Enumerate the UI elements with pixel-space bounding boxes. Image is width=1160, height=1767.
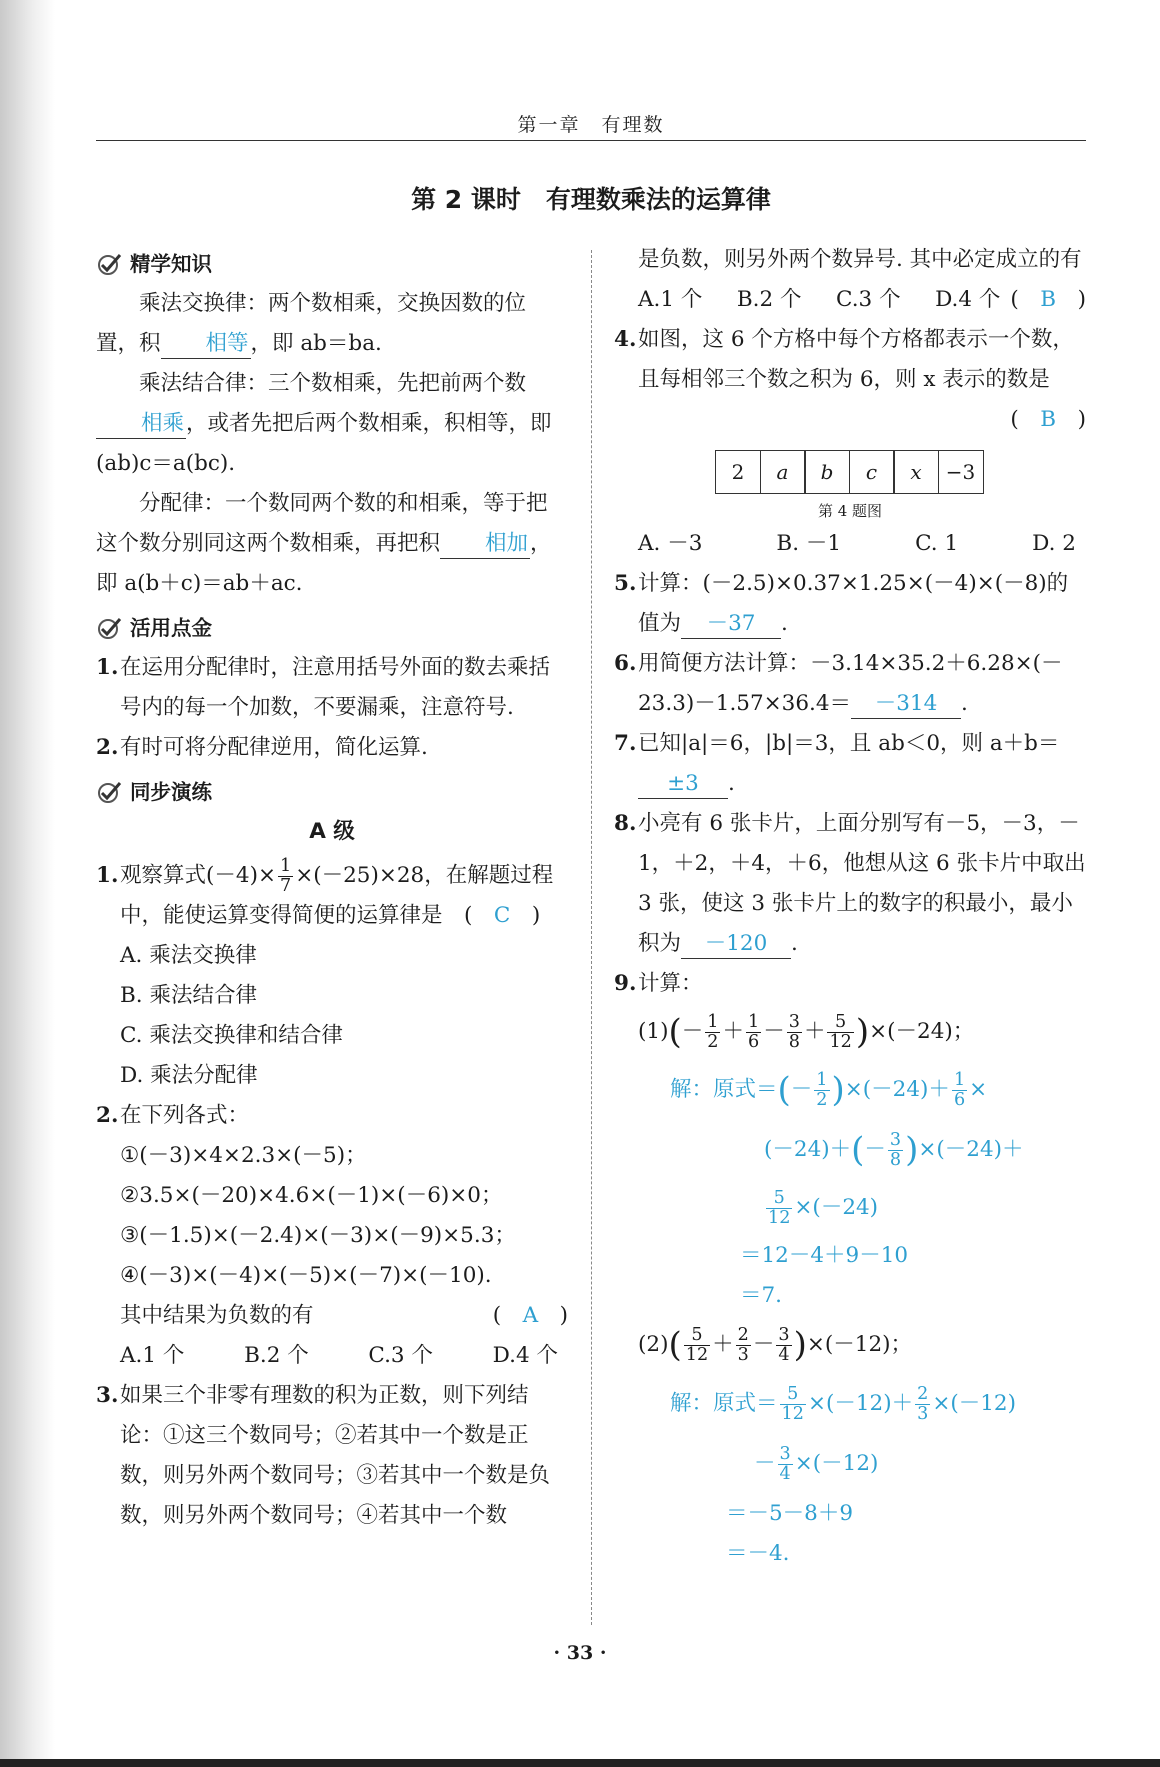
section-heading-knowledge <box>96 244 568 284</box>
answer-choice: B <box>1040 287 1057 312</box>
fill-blank: －37 <box>681 610 781 639</box>
answer-choice: C <box>493 903 511 928</box>
page-edge-shadow <box>0 0 55 1767</box>
section-title: 活用点金 <box>130 616 212 640</box>
problem-9-2: (2)( $\frac{5}{12}$ ＋ $\frac{2}{3}$ － $\frac{3}{4}$ )×(－12)； <box>638 1325 913 1365</box>
solution-9-2-line1: 解：原式＝ $\frac{5}{12}$ ×(－12)＋ $\frac{2}{3}$ ×(－12) <box>670 1384 1016 1424</box>
problem-9-1: (1)(－ $\frac{1}{2}$ ＋ $\frac{1}{6}$ － $\frac{3}{8}$ ＋ $\frac{5}{12}$ )×(－24)； <box>638 1012 975 1052</box>
column-divider <box>591 250 592 1625</box>
fill-blank: ±3 <box>638 770 728 799</box>
options-row: A. －3 B. －1 C. 1 D. 2 <box>638 531 1076 556</box>
check-circle-icon <box>96 779 122 805</box>
question-6: 6. 用简便方法计算：－3.14×35.2＋6.28×(－23.3)－1.57×36.4＝ －314 . <box>614 644 1086 724</box>
header-rule <box>96 140 1086 141</box>
solution-9-1-line5: ＝7. <box>740 1283 783 1308</box>
fraction: $\frac{1}{7}$ <box>279 856 292 896</box>
tip-item: 1. 在运用分配律时，注意用括号外面的数去乘括号内的每一个加数，不要漏乘，注意符号. <box>96 655 551 720</box>
answer-choice: A <box>522 1303 539 1328</box>
question-3: 3. 如果三个非零有理数的积为正数，则下列结论：①这三个数同号；②若其中一个数是正数，则另外两个数同号；③若其中一个数是负数，则另外两个数同号；④若其中一个数 <box>96 1383 551 1528</box>
paragraph-distributive: 分配律：一个数同两个数的和相乘，等于把这个数分别同这两个数相乘，再把积 相加，即 a(b＋c)＝ab＋ac. <box>96 491 552 596</box>
fill-blank: －120 <box>681 930 791 959</box>
option: A. 乘法交换律 <box>120 943 257 968</box>
section-title: 精学知识 <box>130 252 212 276</box>
check-circle-icon <box>96 251 122 277</box>
question-ask: 其中结果为负数的有 ( A ) <box>120 1303 568 1328</box>
question-7: 7. 已知|a|＝6，|b|＝3，且 ab＜0，则 a＋b＝±3 . <box>614 724 1086 804</box>
grid-cell: b <box>804 450 850 494</box>
expression-item: ③(－1.5)×(－2.4)×(－3)×(－9)×5.3； <box>120 1223 516 1248</box>
question-5: 5. 计算：(－2.5)×0.37×1.25×(－4)×(－8)的值为 －37 . <box>614 564 1086 644</box>
paragraph-commutative: 乘法交换律：两个数相乘，交换因数的位置，积 相等，即 ab＝ba. <box>96 284 568 364</box>
question-9: 9. 计算： <box>614 971 703 996</box>
fill-blank: －314 <box>851 690 961 719</box>
solution-9-1-line1: 解：原式＝(－ $\frac{1}{2}$ )×(－24)＋ $\frac{1}{6}$ × <box>670 1070 988 1110</box>
solution-9-1-line2: (－24)＋(－ $\frac{3}{8}$ )×(－24)＋ <box>764 1130 1024 1170</box>
question-1: 1. 观察算式(－4)× $\frac{1}{7}$ ×(－25)×28，在解题过程中，能使运算变得简便的运算律是 ( C ) <box>96 856 554 928</box>
grid-cell: a <box>760 450 806 494</box>
expression-item: ②3.5×(－20)×4.6×(－1)×(－6)×0； <box>120 1183 503 1208</box>
section-heading-tips <box>96 608 568 648</box>
left-column <box>96 240 568 1536</box>
lesson-title: 第 2 课时 有理数乘法的运算律 <box>411 185 771 214</box>
figure-caption: 第 4 题图 <box>817 502 883 520</box>
fill-blank: 相乘 <box>96 410 186 439</box>
grid-cell: x <box>893 450 939 494</box>
grid-cell: c <box>849 450 895 494</box>
grid-cell: 2 <box>715 450 761 494</box>
grid-cell: −3 <box>938 450 984 494</box>
fill-blank: 相等 <box>161 330 251 359</box>
number-grid <box>614 450 1086 494</box>
solution-9-2-line4: ＝－4. <box>726 1541 790 1566</box>
option: C. 乘法交换律和结合律 <box>120 1023 343 1048</box>
options-row: A.1 个 B.2 个 C.3 个 D.4 个 <box>120 1343 558 1368</box>
section-title: 同步演练 <box>130 780 212 804</box>
options-row: A.1 个 B.2 个 C.3 个 D.4 个 <box>638 287 1001 312</box>
question-4: 4. 如图，这 6 个方格中每个方格都表示一个数，且每相邻三个数之积为 6，则 x 表示的数是 ( B ) <box>614 327 1086 432</box>
paragraph-associative: 乘法结合律：三个数相乘，先把前两个数相乘，或者先把后两个数相乘，积相等，即(ab)c＝a(bc). <box>96 371 552 476</box>
question-2: 2. 在下列各式： <box>96 1103 250 1128</box>
running-head: 第一章 有理数 <box>517 114 665 136</box>
tip-item: 2. 有时可将分配律逆用，简化运算. <box>96 735 428 760</box>
solution-9-1-line4: ＝12－4＋9－10 <box>740 1243 909 1268</box>
page-number: · 33 · <box>553 1642 607 1664</box>
expression-item: ④(－3)×(－4)×(－5)×(－7)×(－10). <box>120 1263 492 1288</box>
check-circle-icon <box>96 615 122 641</box>
expression-item: ①(－3)×4×2.3×(－5)； <box>120 1143 367 1168</box>
fill-blank: 相加 <box>440 530 530 559</box>
question-3-continued: 是负数，则另外两个数异号. 其中必定成立的有 ( B ) <box>638 247 1086 312</box>
solution-9-2-line2: － $\frac{3}{4}$ ×(－12) <box>754 1444 879 1484</box>
answer-choice: B <box>1040 407 1057 432</box>
question-8: 8. 小亮有 6 张卡片，上面分别写有－5，－3，－1，＋2，＋4，＋6，他想从这 6 张卡片中取出 3 张，使这 3 张卡片上的数字的积最小，最小积为 －120 . <box>614 804 1086 964</box>
level-label: A 级 <box>309 819 355 844</box>
right-column <box>614 240 1086 1574</box>
option: B. 乘法结合律 <box>120 983 257 1008</box>
section-heading-practice <box>96 772 568 812</box>
bottom-bar <box>0 1759 1160 1767</box>
solution-9-2-line3: ＝－5－8＋9 <box>726 1501 854 1526</box>
option: D. 乘法分配律 <box>120 1063 258 1088</box>
solution-9-1-line3: $\frac{5}{12}$ ×(－24) <box>768 1188 879 1228</box>
